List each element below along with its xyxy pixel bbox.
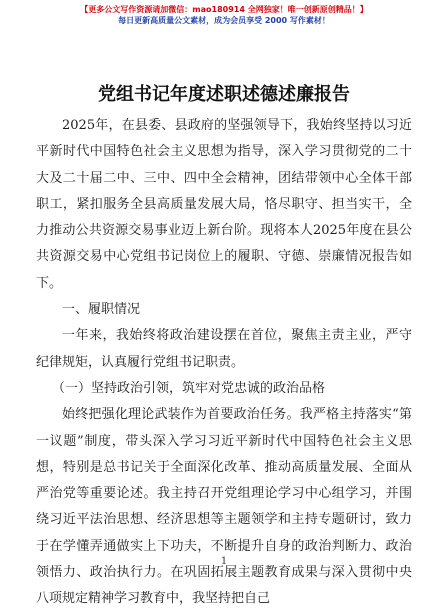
body-paragraph: 一年来，我始终将政治建设摆在首位，聚焦主责主业，严守纪律规矩，认真履行党组书记职责。 [36,328,412,370]
promo-line-2: 每日更新高质量公文素材，成为会员享受 2000 写作素材！ [118,16,330,25]
subsection-heading: （一）坚持政治引领，筑牢对党忠诚的政治品格 [52,380,326,396]
promo-line-1: 【更多公文写作资源请加微信：mao180914 全网独家！唯一创新原创精品！】 [80,5,368,14]
document-body [36,113,412,613]
promo-banner [0,4,448,26]
intro-paragraph: 2025年，在县委、县政府的坚强领导下，我始终坚持以习近平新时代中国特色社会主义思想为指导，深入学习贯彻党的二十大及二十届二中、三中、四中全会精神，团结带领中心全体干部职工，紧扣服务全县高质量发展大局，恪尽职守、担当实干，全力推动公共资源交易事业迈上新台阶。现将本人2025年度在县公共资源交易中心党组书记岗位上的履职、守德、崇廉情况报告如下。 [36,118,412,291]
page-number: 1 [220,556,228,567]
section-heading: 一、履职情况 [62,302,141,318]
body-paragraph: 始终把强化理论武装作为首要政治任务。我严格主持落实“第一议题”制度，带头深入学习习近平新时代中国特色社会主义思想，特别是总书记关于全面深化改革、推动高质量发展、全面从严治党等重要论述。我主持召开党组理论学习中心组学习，并围绕习近平法治思想、经济思想等主题领学和主持专题研讨，致力于在学懂弄通做实上下功夫，不断提升自身的政治判断力、政治领悟力、政治执行力。在巩固拓展主题教育成果与深入贯彻中央八项规定精神学习教育中，我坚持把自己 [36,407,412,607]
document-title: 党组书记年度述职述德述廉报告 [98,84,350,105]
